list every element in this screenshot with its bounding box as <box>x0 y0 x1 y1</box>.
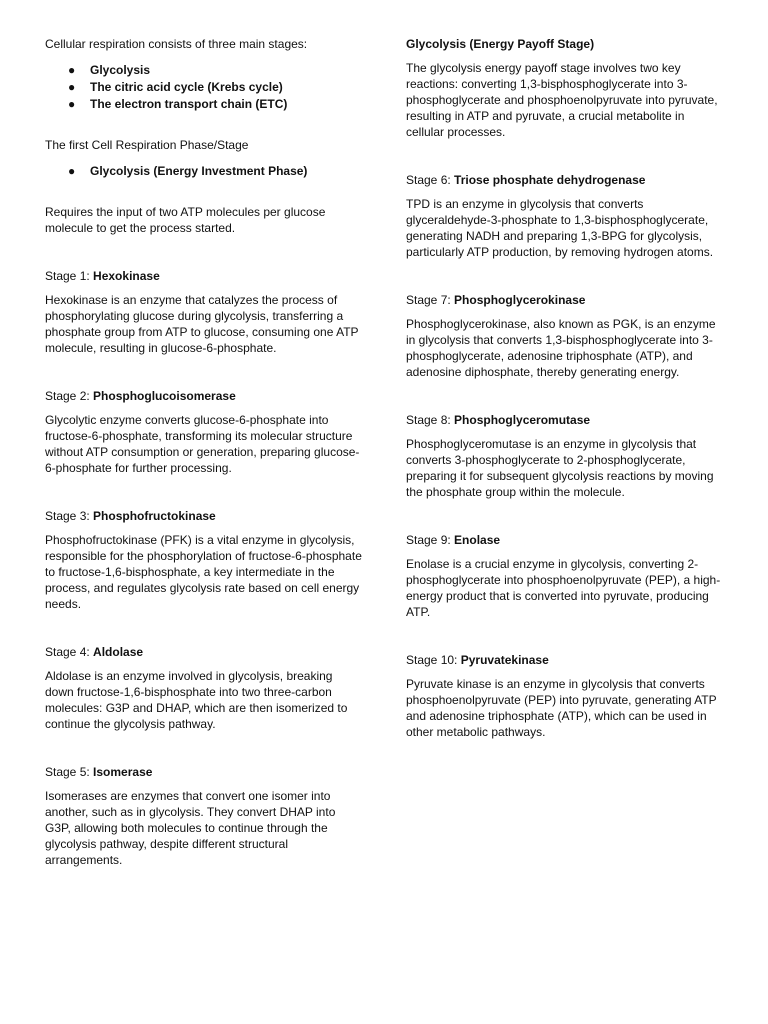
first-phase-list <box>45 163 363 180</box>
requires-text: Requires the input of two ATP molecules per glucose molecule to get the process started. <box>45 205 326 235</box>
list-item: ● The electron transport chain (ETC) <box>68 97 288 111</box>
payoff-title: Glycolysis (Energy Payoff Stage) <box>406 37 595 51</box>
stage-heading: Stage 8: Phosphoglyceromutase <box>406 413 591 427</box>
intro-text: Cellular respiration consists of three main stages: <box>45 37 308 51</box>
main-stages-list <box>45 62 363 113</box>
stage-heading: Stage 4: Aldolase <box>45 645 144 659</box>
left-column <box>45 36 363 868</box>
stage-heading: Stage 3: Phosphofructokinase <box>45 509 216 523</box>
bullet-icon: ● <box>68 164 76 178</box>
bullet-icon: ● <box>68 97 76 111</box>
payoff-description: The glycolysis energy payoff stage involves two key reactions: converting 1,3-bisphosphoglycerate into 3-phosphoglycerate and phosphoenolpyruvate into pyruvate, resulting in ATP and pyruvate, a crucial metabolite in cellular processes. <box>406 61 718 139</box>
bullet-icon: ● <box>68 63 76 77</box>
list-item: ● Glycolysis (Energy Investment Phase) <box>68 164 308 178</box>
stage-heading: Stage 2: Phosphoglucoisomerase <box>45 389 236 403</box>
bullet-icon: ● <box>68 80 76 94</box>
stage-description: Isomerases are enzymes that convert one isomer into another, such as in glycolysis. They convert DHAP into G3P, allowing both molecules to continue through the glycolysis pathway, despite different structural arrangements. <box>45 789 336 867</box>
list-item: ● The citric acid cycle (Krebs cycle) <box>68 80 283 94</box>
stage-description: TPD is an enzyme in glycolysis that converts glyceraldehyde-3-phosphate to 1,3-bisphosphoglycerate, generating NADH and preparing 1,3-BPG for glycolysis, particularly ATP production, by removing hydrogen atoms. <box>406 197 714 259</box>
stage-heading: Stage 7: Phosphoglycerokinase <box>406 293 586 307</box>
stage-description: Phosphofructokinase (PFK) is a vital enzyme in glycolysis, responsible for the phosphorylation of fructose-6-phosphate to fructose-1,6-bisphosphate, a key intermediate in the process, and regulates glycolysis rate based on cell energy needs. <box>45 533 362 611</box>
stage-description: Hexokinase is an enzyme that catalyzes the process of phosphorylating glucose during glycolysis, transferring a phosphate group from ATP to glucose, consuming one ATP molecule, resulting in glucose-6-phosphate. <box>45 293 359 355</box>
stage-heading: Stage 1: Hexokinase <box>45 269 160 283</box>
stage-description: Pyruvate kinase is an enzyme in glycolysis that converts phosphoenolpyruvate (PEP) into pyruvate, generating ATP and adenosine triphosphate (ATP), which can be used in other metabolic pathways. <box>406 677 717 739</box>
stage-heading: Stage 9: Enolase <box>406 533 501 547</box>
stage-heading: Stage 10: Pyruvatekinase <box>406 653 549 667</box>
stage-description: Glycolytic enzyme converts glucose-6-phosphate into fructose-6-phosphate, transforming its molecular structure without ATP consumption or generation, preparing glucose-6-phosphate for further processing. <box>45 413 360 475</box>
stage-description: Enolase is a crucial enzyme in glycolysis, converting 2-phosphoglycerate into phosphoenolpyruvate (PEP), a high-energy product that is converted into pyruvate, producing ATP. <box>406 557 721 619</box>
stage-heading: Stage 6: Triose phosphate dehydrogenase <box>406 173 646 187</box>
stage-description: Phosphoglycerokinase, also known as PGK, is an enzyme in glycolysis that converts 1,3-bisphosphoglycerate into 3-phosphoglycerate, adenosine triphosphate (ATP), and adenosine diphosphate, thereby generating energy. <box>406 317 716 379</box>
stage-description: Phosphoglyceromutase is an enzyme in glycolysis that converts 3-phosphoglycerate to 2-phosphoglycerate, preparing it for subsequent glycolysis reactions by moving the phosphate group within the molecule. <box>406 437 714 499</box>
stage-heading: Stage 5: Isomerase <box>45 765 153 779</box>
first-phase-label: The first Cell Respiration Phase/Stage <box>45 138 249 152</box>
stage-description: Aldolase is an enzyme involved in glycolysis, breaking down fructose-1,6-bisphosphate into two three-carbon molecules: G3P and DHAP, which are then isomerized to continue the glycolysis pathway. <box>45 669 348 731</box>
right-column <box>406 36 724 740</box>
list-item: ● Glycolysis <box>68 63 151 77</box>
